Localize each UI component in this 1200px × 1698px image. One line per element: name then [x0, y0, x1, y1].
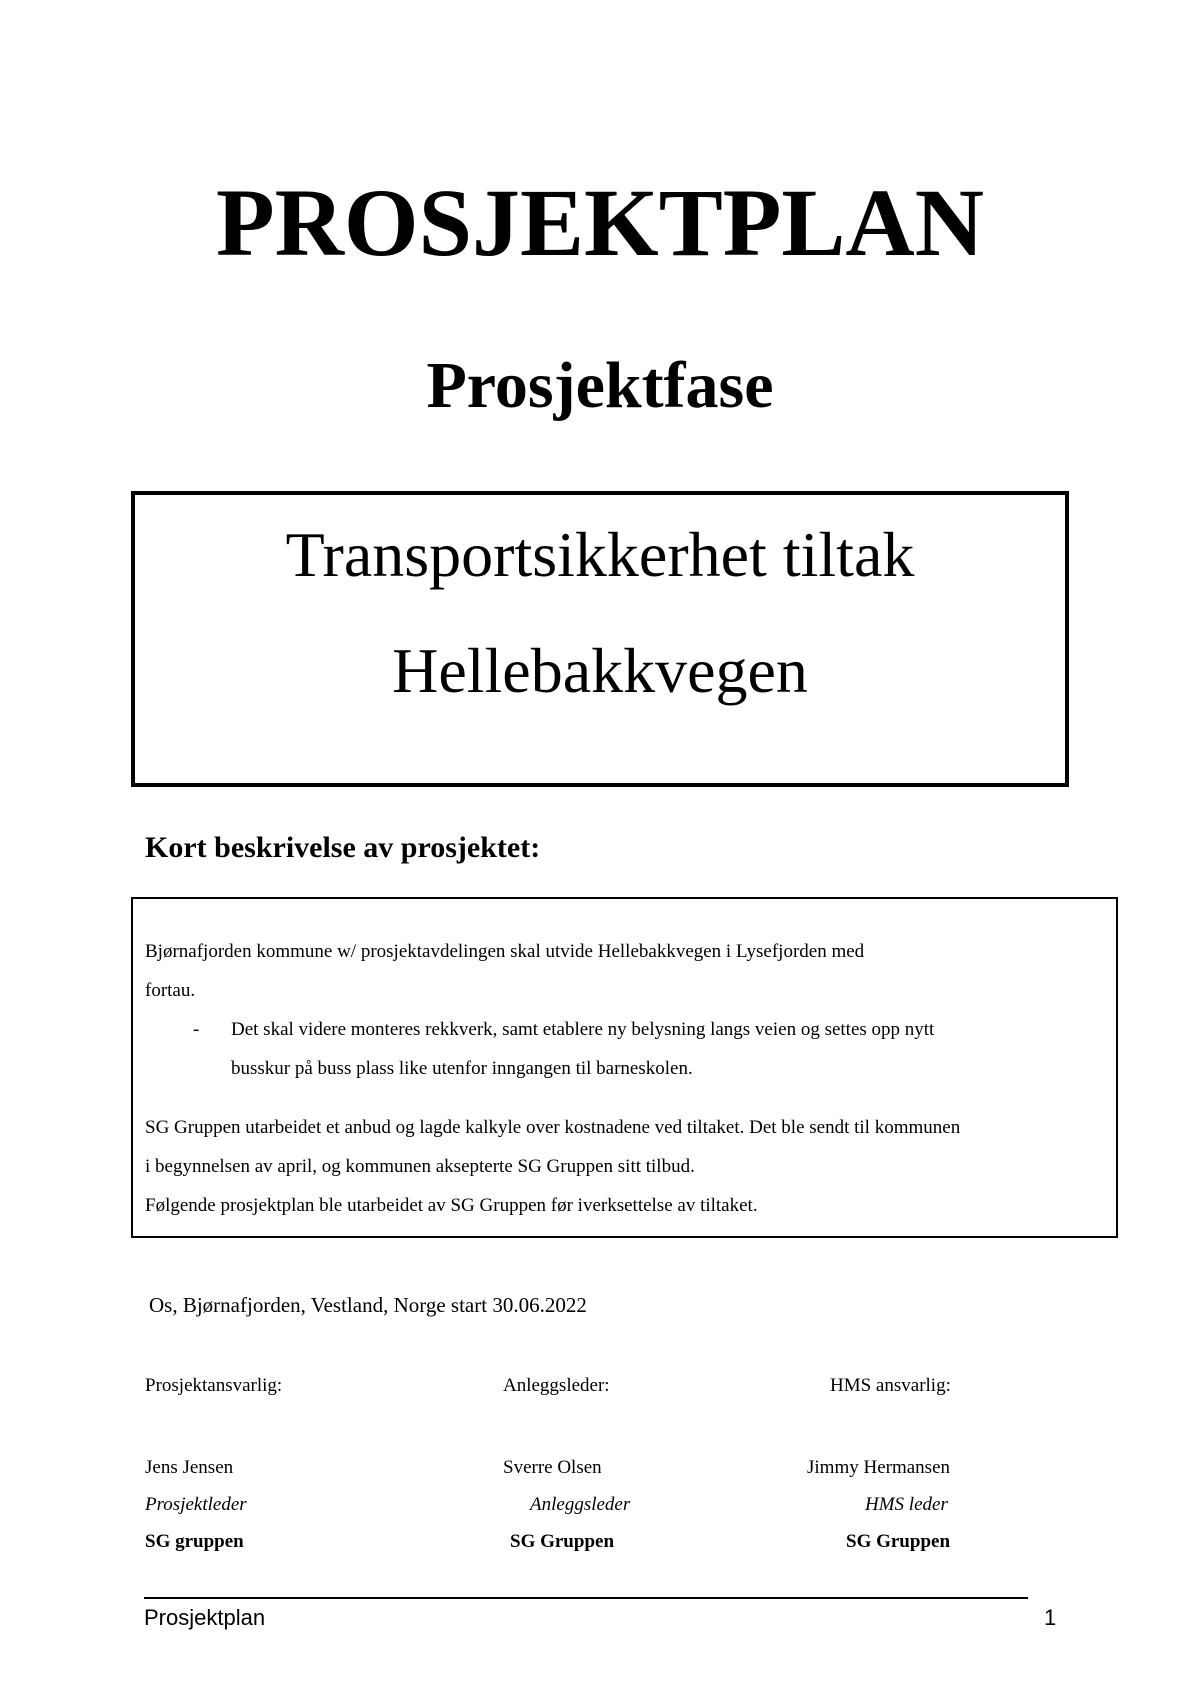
description-heading: Kort beskrivelse av prosjektet:	[145, 831, 541, 864]
project-name-line-2: Hellebakkvegen	[392, 635, 808, 706]
bullet-text-line-1: Det skal videre monteres rekkverk, samt etablere ny belysning langs veien og settes opp nytt	[231, 1019, 935, 1040]
footer-divider	[144, 1597, 1028, 1599]
signatory-title: Anleggsleder	[530, 1494, 631, 1515]
description-paragraph-2-line-3: Følgende prosjektplan ble utarbeidet av SG Gruppen før iverksettelse av tiltaket.	[145, 1195, 758, 1216]
signatory-company: SG gruppen	[145, 1531, 244, 1552]
page-title: PROSJEKTPLAN	[215, 169, 985, 276]
signatory-person: Jimmy Hermansen	[807, 1457, 951, 1478]
signatory-title: Prosjektleder	[145, 1494, 247, 1515]
project-name-line-1: Transportsikkerhet tiltak	[285, 519, 915, 590]
description-box	[131, 897, 1118, 1238]
bullet-text	[231, 1010, 1091, 1088]
description-paragraph-1-line-2: fortau.	[145, 980, 196, 1001]
signatory-company: SG Gruppen	[510, 1531, 615, 1552]
bullet-text-line-2: busskur på buss plass like utenfor inngangen til barneskolen.	[231, 1058, 693, 1079]
signatory-role: Prosjektansvarlig:	[145, 1375, 283, 1396]
project-name-box	[131, 491, 1069, 787]
page-number: 1	[1044, 1605, 1057, 1630]
description-paragraph-2-line-2: i begynnelsen av april, og kommunen aksepterte SG Gruppen sitt tilbud.	[145, 1156, 695, 1177]
signatory-company: SG Gruppen	[846, 1531, 951, 1552]
signatory-title: HMS leder	[865, 1494, 948, 1515]
description-paragraph-2	[145, 1108, 1105, 1225]
location-and-start-date: Os, Bjørnafjorden, Vestland, Norge start 30.06.2022	[149, 1293, 587, 1317]
page-subtitle: Prosjektfase	[426, 349, 774, 422]
bullet-dash: -	[193, 1019, 200, 1040]
description-paragraph-1-line-1: Bjørnafjorden kommune w/ prosjektavdelingen skal utvide Hellebakkvegen i Lysefjorden med	[145, 941, 865, 962]
signatory-person: Sverre Olsen	[503, 1457, 602, 1478]
footer-label: Prosjektplan	[144, 1605, 266, 1630]
signatory-role: HMS ansvarlig:	[830, 1375, 951, 1396]
signatory-person: Jens Jensen	[145, 1457, 234, 1478]
signatory-role: Anleggsleder:	[503, 1375, 610, 1396]
description-paragraph-2-line-1: SG Gruppen utarbeidet et anbud og lagde kalkyle over kostnadene ved tiltaket. Det ble sendt til kommunen	[145, 1117, 961, 1138]
description-paragraph-1	[145, 932, 1095, 1010]
